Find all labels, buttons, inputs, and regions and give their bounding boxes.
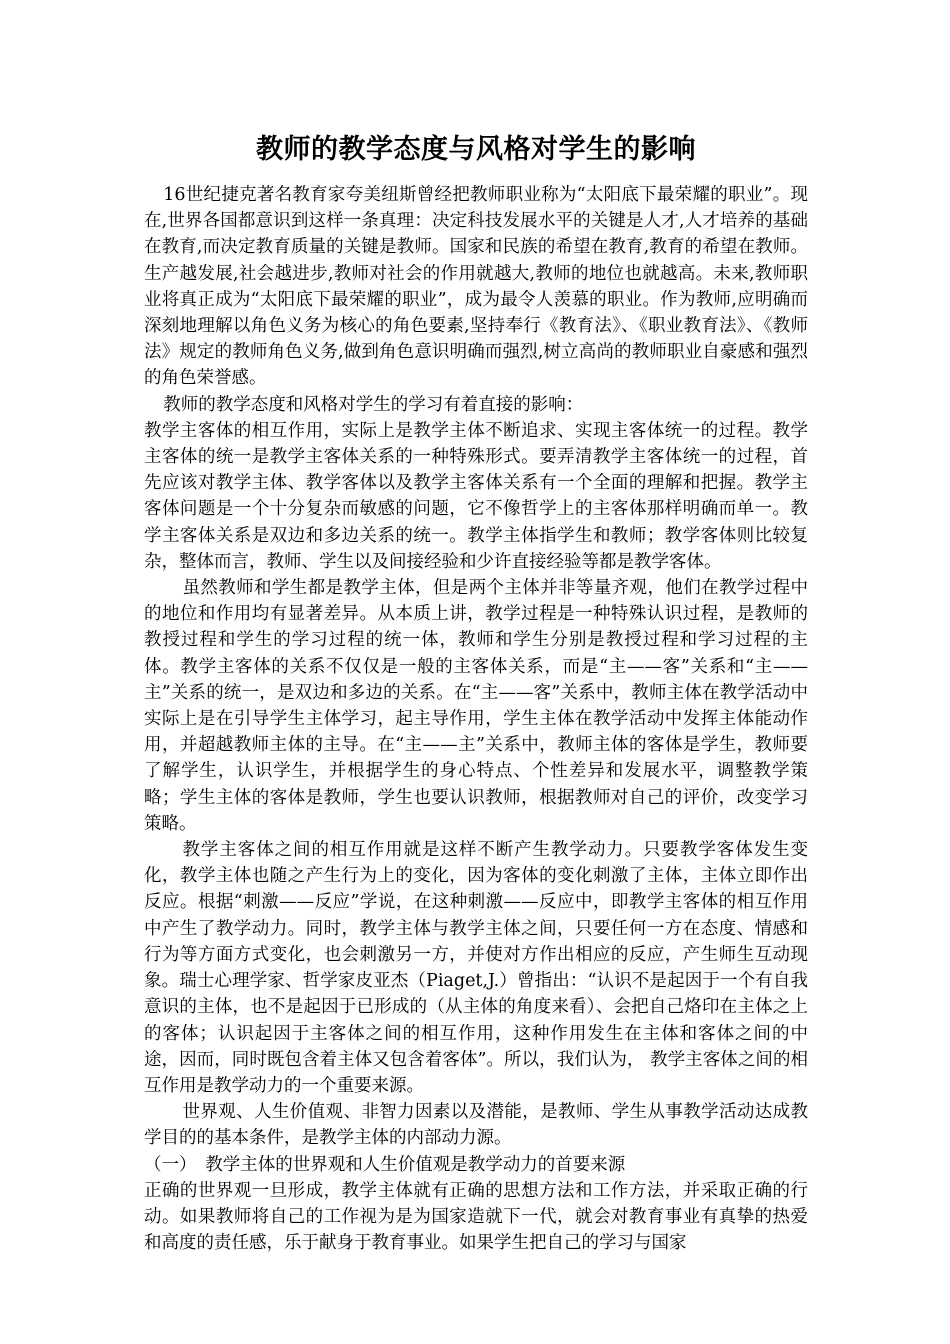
paragraph-internal-motivation: 世界观、人生价值观、非智力因素以及潜能，是教师、学生从事教学活动达成教学目的的基本条件，是教学主体的内部动力源。 xyxy=(144,1102,808,1149)
paragraph-subject-object-interaction: 教学主客体的相互作用，实际上是教学主体不断追求、实现主客体统一的过程。教学主客体的统一是教学主客体关系的一种特殊形式。要弄清教学主客体统一的过程，首先应该对教学主体、教学客体以及教学主客体关系有一个全面的理解和把握。教学主客体问题是一个十分复杂而敏感的问题，它不像哲学上的主客体那样明确而单一。教学主客体关系是双边和多边关系的统一。教学主体指学生和教师；教学客体则比较复杂，整体而言，教师、学生以及间接经验和少许直接经验等都是教学客体。 xyxy=(144,420,808,572)
document-title: 教师的教学态度与风格对学生的影响 xyxy=(256,134,696,165)
paragraph-teacher-student-subjects: 虽然教师和学生都是教学主体，但是两个主体并非等量齐观，他们在教学过程中的地位和作用均有显著差异。从本质上讲，教学过程是一种特殊认识过程，是教师的教授过程和学生的学习过程的统一体，教师和学生分别是教授过程和学习过程的主体。教学主客体的关系不仅仅是一般的主客体关系，而是“主——客”关系和“主——主”关系的统一，是双边和多边的关系。在“主——客”关系中，教师主体在教学活动中实际上是在引导学生主体学习，起主导作用，学生主体在教学活动中发挥主体能动作用，并超越教师主体的主导。在“主——主”关系中，教师主体的客体是学生，教师要了解学生，认识学生，并根据学生的身心特点、个性差异和发展水平，调整教学策略；学生主体的客体是教师，学生也要认识教师，根据教师对自己的评价，改变学习策略。 xyxy=(144,578,808,834)
paragraph-teaching-dynamics: 教学主客体之间的相互作用就是这样不断产生教学动力。只要教学客体发生变化，教学主体也随之产生行为上的变化，因为客体的变化刺激了主体，主体立即作出反应。根据“刺激——反应”学说，在这种刺激——反应中，即教学主客体的相互作用中产生了教学动力。同时，教学主体与教学主体之间，只要任何一方在态度、情感和行为等方面方式变化，也会刺激另一方，并使对方作出相应的反应，产生师生互动现象。瑞士心理学家、哲学家皮亚杰（Piaget,J.）曾指出：“认识不是起因于一个有自我意识的主体，也不是起因于已形成的（从主体的角度来看）、会把自己烙印在主体之上的客体；认识起因于主客体之间的相互作用，这种作用发生在主体和客体之间的中途，因而，同时既包含着主体又包含着客体”。所以，我们认为， 教学主客体之间的相互作用是教学动力的一个重要来源。 xyxy=(144,840,808,1096)
paragraph-intro: 16世纪捷克著名教育家夸美纽斯曾经把教师职业称为“太阳底下最荣耀的职业”。现在,世界各国都意识到这样一条真理：决定科技发展水平的关键是人才,人才培养的基础在教育,而决定教育质量的关键是教师。国家和民族的希望在教育,教育的希望在教师。生产越发展,社会越进步,教师对社会的作用就越大,教师的地位也就越高。未来,教师职业将真正成为“太阳底下最荣耀的职业”，成为最令人羡慕的职业。作为教师,应明确而深刻地理解以角色义务为核心的角色要素,坚持奉行《教育法》、《职业教育法》、《教师法》规定的教师角色义务,做到角色意识明确而强烈,树立高尚的教师职业自豪感和强烈的角色荣誉感。 xyxy=(144,185,808,389)
document-body xyxy=(144,128,808,1256)
paragraph-influence-lead: 教师的教学态度和风格对学生的学习有着直接的影响： xyxy=(163,394,584,415)
section-heading-worldview: （一） 教学主体的世界观和人生价值观是教学动力的首要来源 xyxy=(144,1154,626,1175)
paragraph-worldview: 正确的世界观一旦形成，教学主体就有正确的思想方法和工作方法，并采取正确的行动。如果教师将自己的工作视为是为国家造就下一代，就会对教育事业有真挚的热爱和高度的责任感，乐于献身于教育事业。如果学生把自己的学习与国家 xyxy=(144,1180,808,1254)
